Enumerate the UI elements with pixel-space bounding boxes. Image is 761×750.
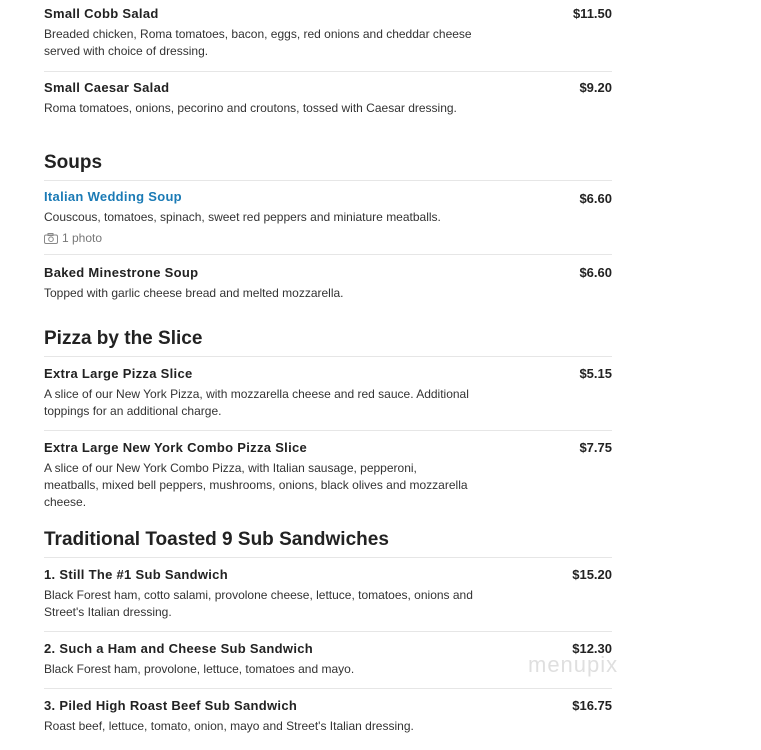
item-name: Extra Large Pizza Slice — [44, 366, 193, 381]
item-price: $5.15 — [579, 366, 612, 381]
menu-section — [44, 328, 612, 529]
item-name: 2. Such a Ham and Cheese Sub Sandwich — [44, 641, 314, 656]
item-name: Extra Large New York Combo Pizza Slice — [44, 440, 308, 455]
item-name-link[interactable]: Italian Wedding Soup — [44, 189, 182, 204]
photo-link[interactable] — [44, 230, 612, 246]
item-description: Black Forest ham, cotto salami, provolone cheese, lettuce, tomatoes, onions and Street's Italian dressing. — [44, 588, 473, 619]
item-description: A slice of our New York Combo Pizza, with Italian sausage, pepperoni, meatballs, mixed bell peppers, mushrooms, onions, black olives and mozzarella cheese. — [44, 461, 468, 509]
section-title: Pizza by the Slice — [44, 328, 612, 357]
item-name: 1. Still The #1 Sub Sandwich — [44, 567, 228, 582]
menu-section — [44, 529, 612, 745]
item-price: $11.50 — [572, 6, 612, 21]
item-description: Topped with garlic cheese bread and melted mozzarella. — [44, 286, 344, 300]
watermark-logo: menupix — [528, 652, 619, 677]
item-name: Small Caesar Salad — [44, 80, 170, 95]
item-description: Roma tomatoes, onions, pecorino and croutons, tossed with Caesar dressing. — [44, 101, 457, 115]
menu-item — [44, 72, 612, 152]
menu — [44, 0, 612, 745]
menu-item — [44, 431, 612, 529]
item-name: 3. Piled High Roast Beef Sub Sandwich — [44, 698, 298, 713]
section-title: Soups — [44, 152, 612, 181]
item-price: $9.20 — [579, 80, 612, 95]
item-description: A slice of our New York Pizza, with mozzarella cheese and red sauce. Additional toppings for an additional charge. — [44, 387, 469, 418]
item-description: Couscous, tomatoes, spinach, sweet red peppers and miniature meatballs. — [44, 210, 441, 224]
menu-item — [44, 558, 612, 632]
item-price: $16.75 — [572, 698, 612, 713]
menu-item — [44, 357, 612, 431]
photo-count: 1 photo — [62, 231, 103, 245]
section-title: Traditional Toasted 9 Sub Sandwiches — [44, 529, 612, 558]
item-description: Breaded chicken, Roma tomatoes, bacon, eggs, red onions and cheddar cheese served with choice of dressing. — [44, 27, 472, 58]
item-description: Roast beef, lettuce, tomato, onion, mayo and Street's Italian dressing. — [44, 719, 414, 733]
item-name: Small Cobb Salad — [44, 6, 159, 21]
menu-item — [44, 181, 612, 255]
item-description: Black Forest ham, provolone, lettuce, tomatoes and mayo. — [44, 662, 355, 676]
menu-item — [44, 689, 612, 745]
menu-section — [44, 152, 612, 328]
menu-item — [44, 0, 612, 72]
item-price: $6.60 — [579, 191, 612, 206]
item-price: $15.20 — [572, 567, 612, 582]
item-price: $7.75 — [579, 440, 612, 455]
menu-section — [44, 0, 612, 152]
menu-item — [44, 632, 612, 689]
item-name: Baked Minestrone Soup — [44, 265, 199, 280]
item-price: $12.30 — [572, 641, 612, 656]
item-price: $6.60 — [579, 265, 612, 280]
menu-item — [44, 255, 612, 328]
camera-icon — [44, 233, 58, 244]
